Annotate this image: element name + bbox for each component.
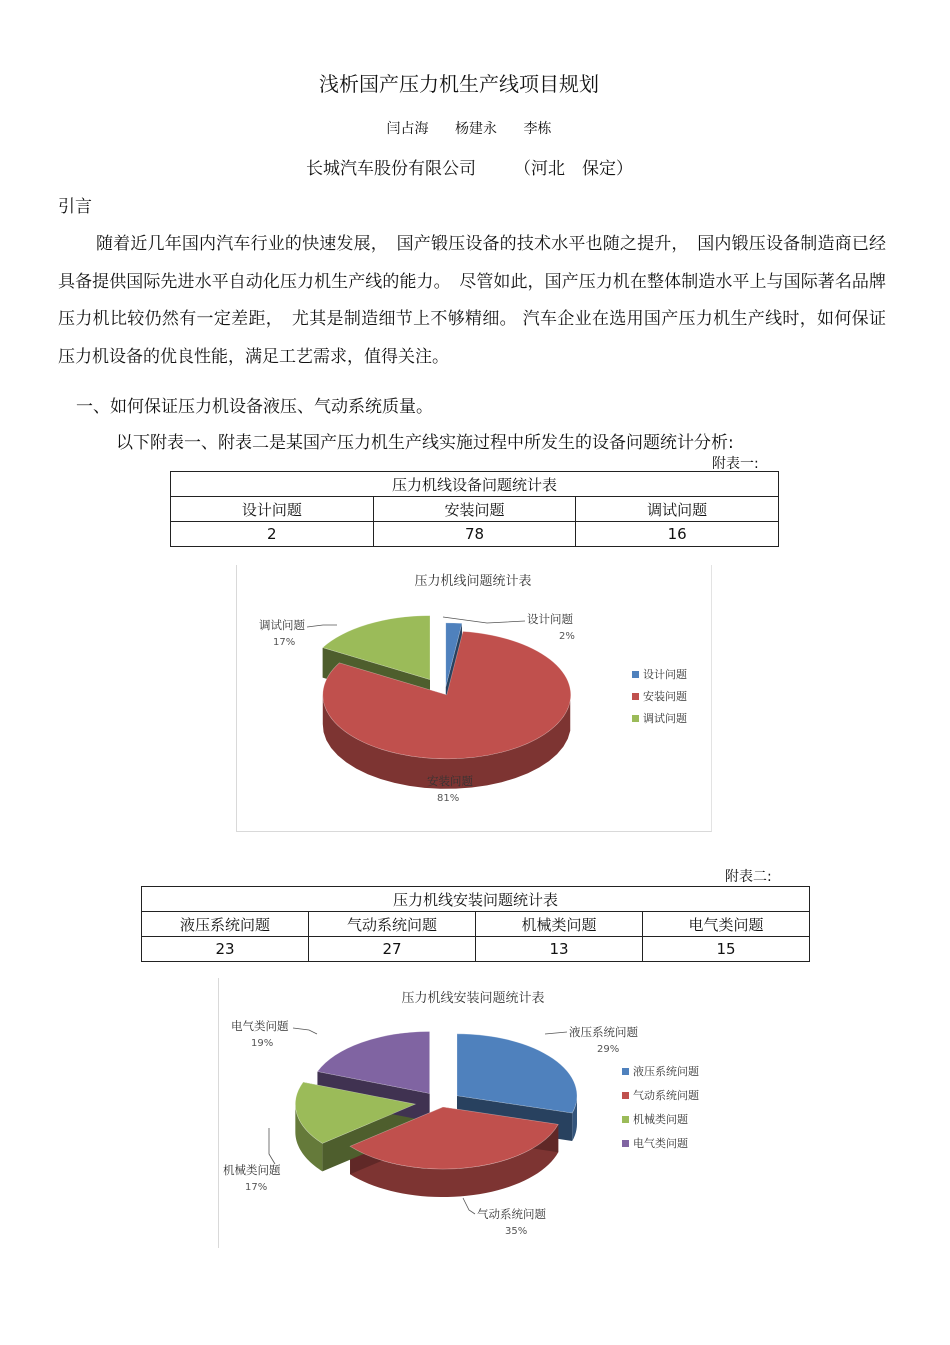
- intro-paragraph: 随着近几年国内汽车行业的快速发展， 国产锻压设备的技术水平也随之提升， 国内锻压设备制造商已经具备提供国际先进水平自动化压力机生产线的能力。 尽管如此，国产压力机在整体制造水平上与国际著名品牌压力机比较仍然有一定差距， 尤其是制造细节上不够精细。 汽车企业在选用国产压力机生产线时，如何保证压力机设备的优良性能，满足工艺需求，值得关注。: [58, 234, 886, 367]
- chart1-container: [236, 565, 712, 832]
- author-3: 李栋: [523, 121, 552, 137]
- table1-cell: 78: [373, 522, 576, 547]
- chart2-legend-label: 机械类问题: [633, 1113, 688, 1126]
- chart2-label-cat: 电气类问题: [231, 1019, 289, 1033]
- chart2-label-pct: 19%: [251, 1038, 274, 1049]
- chart1-label-pct: 17%: [273, 637, 296, 648]
- section1-text: 以下附表一、附表二是某国产压力机生产线实施过程中所发生的设备问题统计分析:: [116, 433, 734, 453]
- chart2-label-pct: 17%: [245, 1182, 268, 1193]
- table1-label: 附表一:: [712, 456, 759, 472]
- table2-header: 机械类问题: [476, 912, 643, 937]
- table2-cell: 15: [643, 937, 810, 962]
- chart1-leader-line: [443, 617, 525, 623]
- chart2-label-cat: 机械类问题: [223, 1163, 281, 1177]
- table1-cell: 16: [576, 522, 779, 547]
- table1-header: 调试问题: [576, 497, 779, 522]
- table2-header: 气动系统问题: [309, 912, 476, 937]
- chart2-legend-swatch: [622, 1140, 629, 1147]
- chart1-label-cat: 调试问题: [259, 618, 305, 632]
- section1-heading: 一、如何保证压力机设备液压、气动系统质量。: [76, 397, 433, 417]
- table2-header: 液压系统问题: [142, 912, 309, 937]
- table1-cell: 2: [171, 522, 374, 547]
- chart2-leader-line: [293, 1028, 317, 1034]
- affiliation-location: （河北 保定）: [514, 159, 633, 179]
- chart2-container: [218, 978, 731, 1248]
- table1-header: 设计问题: [171, 497, 374, 522]
- chart2-leader-line: [545, 1032, 567, 1034]
- chart1-title: 压力机线问题统计表: [414, 574, 532, 589]
- chart1-legend-label: 安装问题: [643, 690, 687, 703]
- table2-cell: 23: [142, 937, 309, 962]
- author-2: 杨建永: [455, 121, 497, 137]
- affiliation-company: 长城汽车股份有限公司: [306, 159, 476, 179]
- table1-header: 安装问题: [373, 497, 576, 522]
- author-1: 闫占海: [386, 121, 429, 137]
- chart2-label-pct: 35%: [505, 1226, 528, 1237]
- table1: [170, 471, 779, 547]
- intro-heading: 引言: [58, 197, 92, 217]
- chart1-label-cat: 安装问题: [427, 774, 473, 788]
- chart1-leader-line: [307, 625, 337, 627]
- doc-title: 浅析国产压力机生产线项目规划: [319, 72, 599, 96]
- chart2-title: 压力机线安装问题统计表: [401, 991, 545, 1006]
- chart1-legend-label: 调试问题: [643, 712, 687, 725]
- table2-title: 压力机线安装问题统计表: [142, 887, 810, 912]
- chart2-legend-swatch: [622, 1116, 629, 1123]
- chart2-label-cat: 液压系统问题: [569, 1025, 638, 1039]
- chart1-label-pct: 2%: [559, 631, 575, 642]
- chart2-leader-line: [463, 1198, 475, 1214]
- table2-label: 附表二:: [725, 869, 772, 885]
- table2-cell: 13: [476, 937, 643, 962]
- chart2-legend-label: 电气类问题: [633, 1137, 688, 1150]
- chart1-label-cat: 设计问题: [527, 612, 573, 626]
- chart2-svg: [219, 978, 731, 1248]
- affiliation: [306, 154, 633, 179]
- table1-title: 压力机线设备问题统计表: [171, 472, 779, 497]
- chart1-label-pct: 81%: [437, 793, 460, 804]
- chart1-legend-swatch: [632, 671, 639, 678]
- chart2-legend-label: 气动系统问题: [633, 1089, 699, 1102]
- chart1-legend-label: 设计问题: [643, 668, 687, 681]
- table2-header: 电气类问题: [643, 912, 810, 937]
- chart2-legend-swatch: [622, 1068, 629, 1075]
- table2: [141, 886, 810, 962]
- chart1-legend-swatch: [632, 715, 639, 722]
- chart2-legend-swatch: [622, 1092, 629, 1099]
- author-list: [0, 118, 938, 138]
- chart2-legend-label: 液压系统问题: [633, 1065, 699, 1078]
- chart1-legend-swatch: [632, 693, 639, 700]
- table2-cell: 27: [309, 937, 476, 962]
- chart2-leader-line: [269, 1128, 275, 1164]
- chart1-svg: [237, 565, 711, 831]
- chart2-label-pct: 29%: [597, 1044, 620, 1055]
- chart2-label-cat: 气动系统问题: [477, 1207, 546, 1221]
